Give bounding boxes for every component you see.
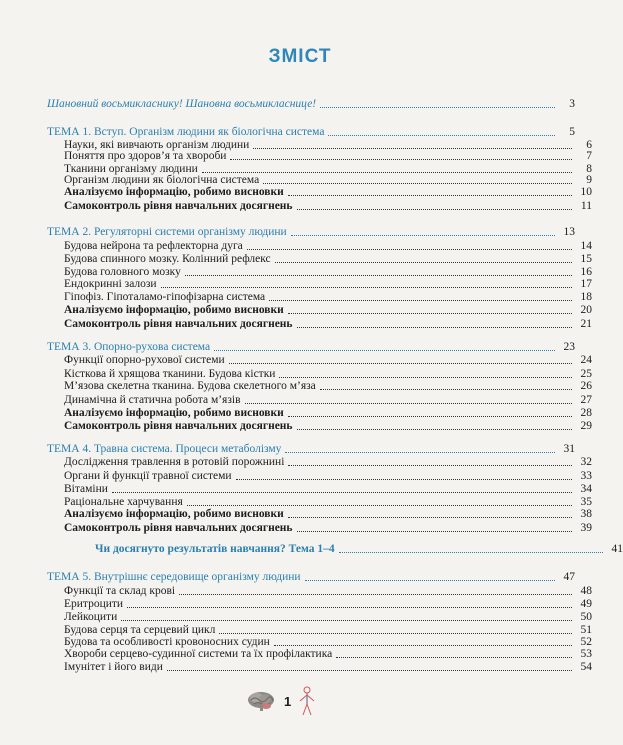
toc-entry-title: Хвороби серцево-судинної системи та їх профілактика <box>64 648 333 660</box>
toc-item-row[interactable] <box>0 405 592 419</box>
toc-topic-row[interactable] <box>0 224 575 238</box>
dot-leader <box>121 620 572 621</box>
toc-topic-row[interactable] <box>0 339 575 353</box>
toc-page-number: 28 <box>580 407 592 419</box>
toc-entry-title: Кісткова й хрящова тканини. Будова кістки <box>64 368 276 380</box>
dot-leader <box>288 416 572 417</box>
toc-page-number: 48 <box>580 585 592 597</box>
brain-icon <box>246 690 276 717</box>
toc-page-number: 25 <box>580 368 592 380</box>
dot-leader <box>288 195 572 196</box>
toc-item-row[interactable] <box>0 520 592 534</box>
toc-page-number: 35 <box>580 496 592 508</box>
toc-item-row[interactable] <box>0 302 592 316</box>
toc-page-number: 33 <box>580 470 592 482</box>
dot-leader <box>127 607 572 608</box>
toc-item-row[interactable] <box>0 659 592 673</box>
toc-intro-row[interactable] <box>0 96 575 110</box>
toc-entry-title: Самоконтроль рівня навчальних досягнень <box>64 200 293 212</box>
page-title: ЗМІСТ <box>268 46 332 67</box>
toc-item-row[interactable] <box>0 583 592 597</box>
toc-page-number: 21 <box>580 318 592 330</box>
toc-page-number: 14 <box>580 240 592 252</box>
toc-item-row[interactable] <box>0 276 592 290</box>
toc-entry-title: Аналізуємо інформацію, робимо висновки <box>64 407 284 419</box>
dot-leader <box>297 531 572 532</box>
dot-leader <box>161 287 572 288</box>
toc-entry-title: Аналізуємо інформацію, робимо висновки <box>64 508 284 520</box>
toc-entry-title: Дослідження травлення в ротовій порожнині <box>64 456 285 468</box>
toc-entry-title: Ендокринні залози <box>64 278 157 290</box>
toc-item-row[interactable] <box>0 148 592 162</box>
toc-item-row[interactable] <box>0 596 592 610</box>
toc-page-number: 52 <box>580 636 592 648</box>
dot-leader <box>291 235 555 236</box>
toc-entry-title: Будова серця та серцевий цикл <box>64 624 216 636</box>
toc-item-row[interactable] <box>0 468 592 482</box>
toc-item-row[interactable] <box>0 646 592 660</box>
toc-page-number: 10 <box>580 186 592 198</box>
toc-entry-title: Науки, які вивчають організм людини <box>64 139 250 151</box>
toc-entry-title: Динамічна й статична робота м’язів <box>64 394 241 406</box>
toc-entry-title: Еритроцити <box>64 598 124 610</box>
page-number: 1 <box>284 694 292 709</box>
toc-entry-title: Будова головного мозку <box>64 266 181 278</box>
toc-page-number: 8 <box>586 163 592 175</box>
toc-item-row[interactable] <box>0 418 592 432</box>
toc-page-number: 3 <box>569 98 575 110</box>
dot-leader <box>297 327 572 328</box>
toc-item-row[interactable] <box>0 289 592 303</box>
dot-leader <box>297 209 572 210</box>
toc-page-number: 34 <box>580 483 592 495</box>
dot-leader <box>320 107 555 108</box>
toc-item-row[interactable] <box>0 251 592 265</box>
toc-entry-title: Будова нейрона та рефлекторна дуга <box>64 240 243 252</box>
toc-page-number: 13 <box>563 226 575 238</box>
toc-page-number: 26 <box>580 380 592 392</box>
toc-item-row[interactable] <box>0 316 592 330</box>
toc-entry-title: Організм людини як біологічна система <box>64 174 260 186</box>
toc-entry-title: ТЕМА 2. Регуляторні системи організму людини <box>47 226 287 238</box>
dot-leader <box>336 657 572 658</box>
dot-leader <box>288 313 572 314</box>
toc-item-row[interactable] <box>0 454 592 468</box>
toc-page-number: 29 <box>580 420 592 432</box>
dot-leader <box>179 594 572 595</box>
toc-entry-title: Аналізуємо інформацію, робимо висновки <box>64 186 284 198</box>
toc-entry-title: Чи досягнуто результатів навчання? Тема 1–4 <box>95 543 335 555</box>
toc-page-number: 27 <box>580 394 592 406</box>
dot-leader <box>288 517 572 518</box>
toc-entry-title: Аналізуємо інформацію, робимо висновки <box>64 304 284 316</box>
toc-entry-title: Тканини організму людини <box>64 163 198 175</box>
dot-leader <box>328 135 555 136</box>
toc-page-number: 49 <box>580 598 592 610</box>
toc-page-number: 31 <box>563 443 575 455</box>
toc-page-number: 32 <box>580 456 592 468</box>
toc-page-number: 50 <box>580 611 592 623</box>
toc-entry-title: Самоконтроль рівня навчальних досягнень <box>64 522 293 534</box>
dot-leader <box>297 429 572 430</box>
toc-item-row[interactable] <box>0 238 592 252</box>
dot-leader <box>247 249 572 250</box>
toc-page-number: 17 <box>580 278 592 290</box>
toc-page-number: 47 <box>563 571 575 583</box>
dot-leader <box>339 552 603 553</box>
toc-topic-row[interactable] <box>0 124 575 138</box>
toc-check-row[interactable] <box>0 541 623 555</box>
toc-entry-title: Лейкоцити <box>64 611 118 623</box>
toc-item-row[interactable] <box>0 392 592 406</box>
dot-leader <box>269 300 572 301</box>
dot-leader <box>285 452 555 453</box>
toc-page-number: 39 <box>580 522 592 534</box>
toc-entry-title: Органи й функції травної системи <box>64 470 232 482</box>
toc-entry-title: М’язова скелетна тканина. Будова скелетного м’яза <box>64 380 316 392</box>
dot-leader <box>305 580 555 581</box>
toc-page-number: 38 <box>580 508 592 520</box>
dot-leader <box>214 350 555 351</box>
toc-item-row[interactable] <box>0 198 592 212</box>
toc-entry-title: ТЕМА 3. Опорно-рухова система <box>47 341 211 353</box>
dot-leader <box>245 403 572 404</box>
toc-entry-title: Функції та склад крові <box>64 585 176 597</box>
dot-leader <box>320 389 572 390</box>
dot-leader <box>230 159 572 160</box>
toc-page-number: 53 <box>580 648 592 660</box>
toc-entry-title: Самоконтроль рівня навчальних досягнень <box>64 318 293 330</box>
toc-topic-row[interactable] <box>0 441 575 455</box>
toc-page-number: 41 <box>611 543 623 555</box>
dot-leader <box>275 262 572 263</box>
toc-entry-title: Будова та особливості кровоносних судин <box>64 636 270 648</box>
toc-entry-title: Раціональне харчування <box>64 496 183 508</box>
dot-leader <box>229 363 572 364</box>
toc-page-number: 24 <box>580 354 592 366</box>
toc-entry-title: Шановний восьмикласнику! Шановна восьмикласнице! <box>47 98 317 110</box>
toc-page-number: 5 <box>569 126 575 138</box>
dot-leader <box>288 465 572 466</box>
toc-entry-title: ТЕМА 1. Вступ. Організм людини як біологічна система <box>47 126 325 138</box>
toc-entry-title: Функції опорно-рухової системи <box>64 354 225 366</box>
toc-page-number: 23 <box>563 341 575 353</box>
toc-entry-title: Будова спинного мозку. Колінний рефлекс <box>64 253 271 265</box>
dot-leader <box>236 479 572 480</box>
dot-leader <box>112 492 572 493</box>
toc-item-row[interactable] <box>0 609 592 623</box>
toc-page-number: 54 <box>580 661 592 673</box>
toc-page-number: 6 <box>586 139 592 151</box>
toc-entry-title: Імунітет і його види <box>64 661 163 673</box>
page-footer <box>0 684 600 718</box>
toc-page-number: 7 <box>586 150 592 162</box>
toc-page-number: 51 <box>580 624 592 636</box>
toc-page-number: 9 <box>586 174 592 186</box>
toc-entry-title: Поняття про здоров’я та хвороби <box>64 150 227 162</box>
toc-item-row[interactable] <box>0 378 592 392</box>
toc-entry-title: ТЕМА 5. Внутрішнє середовище організму людини <box>47 571 301 583</box>
toc-item-row[interactable] <box>0 352 592 366</box>
toc-entry-title: Вітаміни <box>64 483 108 495</box>
toc-page-number: 15 <box>580 253 592 265</box>
toc-entry-title: ТЕМА 4. Травна система. Процеси метаболізму <box>47 443 282 455</box>
toc-page-number: 16 <box>580 266 592 278</box>
toc-entry-title: Самоконтроль рівня навчальних досягнень <box>64 420 293 432</box>
toc-page-number: 20 <box>580 304 592 316</box>
toc-page-number: 11 <box>580 200 592 212</box>
toc-item-row[interactable] <box>0 481 592 495</box>
toc-item-row[interactable] <box>0 184 592 198</box>
toc-item-row[interactable] <box>0 506 592 520</box>
toc-page-number: 18 <box>580 291 592 303</box>
toc-topic-row[interactable] <box>0 569 575 583</box>
toc-entry-title: Гіпофіз. Гіпоталамо-гіпофізарна система <box>64 291 266 303</box>
dot-leader <box>167 670 572 671</box>
human-body-icon <box>297 686 317 721</box>
